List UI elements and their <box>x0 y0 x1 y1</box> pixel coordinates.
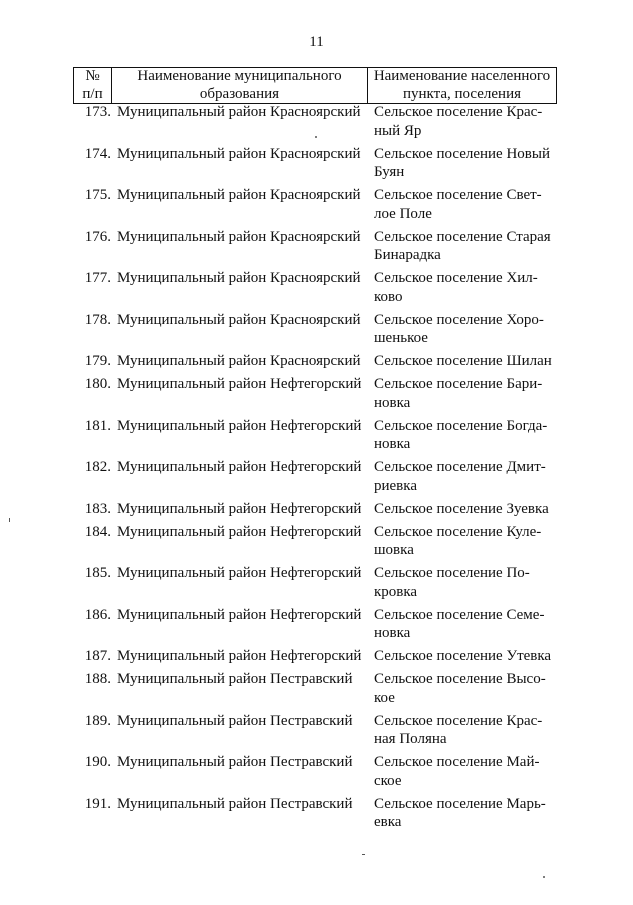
row-number: 182. <box>84 459 111 475</box>
row-number: 186. <box>84 606 111 623</box>
municipality-name: Муниципальный район Красноярский <box>117 187 361 203</box>
header-number: № п/п <box>73 67 111 104</box>
settlement-name: Сельское поселение Крас- ная Поляна <box>374 712 543 747</box>
table-row <box>73 269 557 311</box>
settlement-name: Сельское поселение Свет- лое Поле <box>374 187 542 222</box>
table-header-row <box>73 67 557 104</box>
header-municipality: Наименование муниципального образования <box>111 67 367 104</box>
scan-speck <box>9 518 10 522</box>
municipality-name: Муниципальный район Нефтегорский <box>117 648 362 664</box>
settlement-name: Сельское поселение Старая Бинарадка <box>374 228 551 263</box>
municipality-name: Муниципальный район Нефтегорский <box>117 417 362 434</box>
municipality-name: Муниципальный район Нефтегорский <box>117 459 362 475</box>
table-row <box>73 375 557 417</box>
municipality-name: Муниципальный район Нефтегорский <box>117 376 362 392</box>
settlement-name: Сельское поселение Марь- евка <box>374 795 546 830</box>
settlement-name: Сельское поселение Бари- новка <box>374 376 543 411</box>
municipality-name: Муниципальный район Нефтегорский <box>117 500 362 517</box>
settlement-name: Сельское поселение Семе- новка <box>374 606 545 641</box>
table-body <box>73 103 557 836</box>
table-row <box>73 606 557 648</box>
row-number: 179. <box>84 353 111 369</box>
municipality-name: Муниципальный район Пестравский <box>117 671 353 687</box>
settlement-name: Сельское поселение Высо- кое <box>374 671 546 706</box>
row-number: 188. <box>84 671 111 687</box>
municipality-name: Муниципальный район Красноярский <box>117 270 361 286</box>
row-number: 176. <box>84 228 111 245</box>
settlement-name: Сельское поселение Дмит- риевка <box>374 459 546 494</box>
settlement-name: Сельское поселение Куле- шовка <box>374 523 542 558</box>
municipality-name: Муниципальный район Красноярский <box>117 145 361 162</box>
municipality-name: Муниципальный район Пестравский <box>117 754 353 770</box>
row-number: 174. <box>84 145 111 162</box>
row-number: 191. <box>84 795 111 812</box>
table-row <box>73 647 557 670</box>
table-row <box>73 458 557 500</box>
row-number: 189. <box>84 712 111 729</box>
scan-speck <box>543 876 545 878</box>
table-row <box>73 500 557 523</box>
settlement-name: Сельское поселение Хил- ково <box>374 270 538 305</box>
page-number: 11 <box>309 34 324 50</box>
settlement-name: Сельское поселение Крас- ный Яр <box>374 104 543 139</box>
table-row <box>73 228 557 270</box>
scan-speck <box>315 136 317 138</box>
municipality-name: Муниципальный район Красноярский <box>117 311 361 328</box>
table-row <box>73 186 557 228</box>
municipality-name: Муниципальный район Красноярский <box>117 104 361 120</box>
settlement-name: Сельское поселение Хоро- шенькое <box>374 311 544 346</box>
row-number: 190. <box>84 754 111 770</box>
municipality-name: Муниципальный район Красноярский <box>117 353 361 369</box>
header-settlement: Наименование населенного пункта, поселения <box>367 67 557 104</box>
settlement-name: Сельское поселение Богда- новка <box>374 417 548 452</box>
row-number: 178. <box>84 311 111 328</box>
row-number: 180. <box>84 376 111 392</box>
municipality-name: Муниципальный район Нефтегорский <box>117 606 362 623</box>
municipality-name: Муниципальный район Пестравский <box>117 712 353 729</box>
row-number: 175. <box>84 187 111 203</box>
table-row <box>73 523 557 565</box>
municipality-name: Муниципальный район Нефтегорский <box>117 565 362 581</box>
row-number: 173. <box>84 104 111 120</box>
row-number: 177. <box>84 270 111 286</box>
row-number: 185. <box>84 565 111 581</box>
settlement-name: Сельское поселение Утевка <box>374 648 552 664</box>
table-row <box>73 712 557 754</box>
row-number: 187. <box>84 648 111 664</box>
scan-speck <box>362 854 365 855</box>
table-row <box>73 352 557 375</box>
table-row <box>73 417 557 459</box>
settlement-name: Сельское поселение Новый Буян <box>374 145 550 180</box>
table-row <box>73 753 557 795</box>
table-row <box>73 670 557 712</box>
municipality-name: Муниципальный район Нефтегорский <box>117 523 362 540</box>
table-row <box>73 564 557 606</box>
row-number: 184. <box>84 523 111 540</box>
table-row <box>73 145 557 187</box>
settlement-name: Сельское поселение Зуевка <box>374 500 549 517</box>
municipality-name: Муниципальный район Пестравский <box>117 795 353 812</box>
settlement-name: Сельское поселение Шилан <box>374 353 552 369</box>
row-number: 183. <box>84 500 111 517</box>
settlement-name: Сельское поселение Май- ское <box>374 754 540 789</box>
municipality-name: Муниципальный район Красноярский <box>117 228 361 245</box>
row-number: 181. <box>84 417 111 434</box>
settlement-name: Сельское поселение По- кровка <box>374 565 530 600</box>
table-row <box>73 103 557 145</box>
table-row <box>73 795 557 837</box>
table-row <box>73 311 557 353</box>
